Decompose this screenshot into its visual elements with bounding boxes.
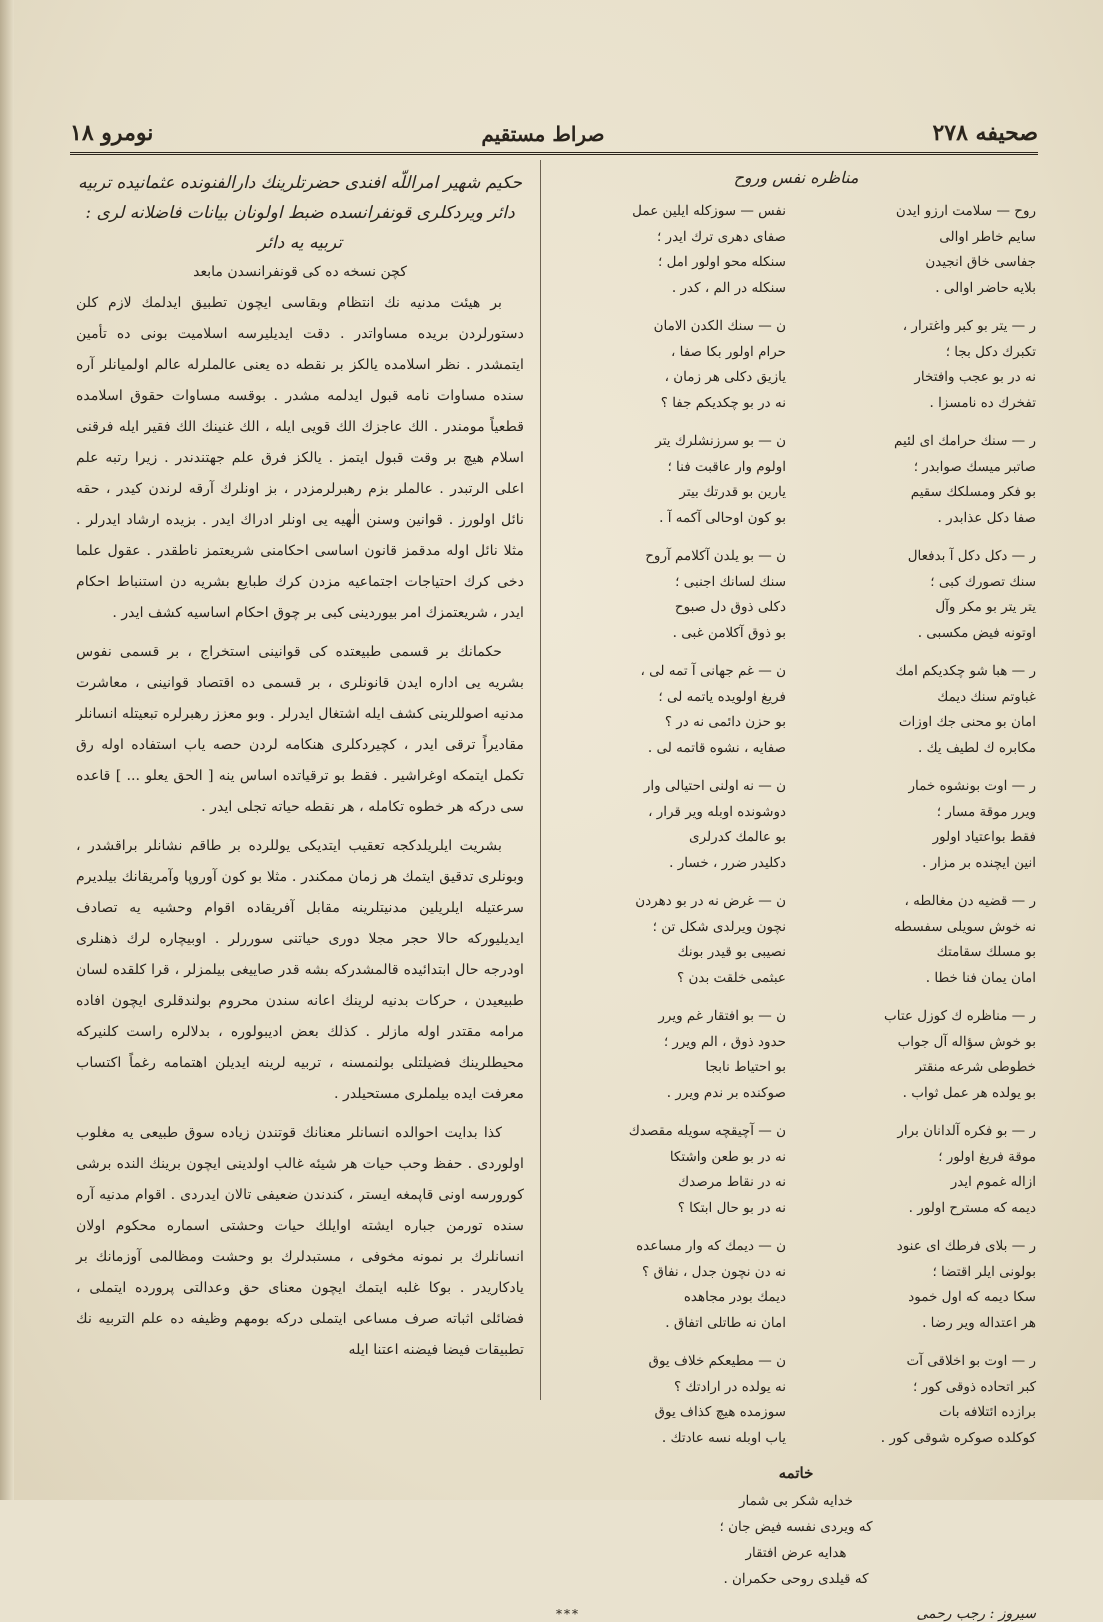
verse-line: ر — هبا شو چكديكم امك bbox=[895, 663, 1036, 679]
verse-line: تكبرك دكل بجا ؛ bbox=[945, 343, 1036, 360]
poem-stanza bbox=[556, 429, 1036, 531]
verse-line: بو مسلك سقامتك bbox=[936, 944, 1036, 960]
verse-line: كوكلده صوكره شوقى كور . bbox=[880, 1429, 1036, 1446]
stanza-right-half bbox=[806, 1004, 1036, 1106]
verse-line: سكا ديمه كه اول خمود bbox=[908, 1289, 1036, 1305]
stanza-right-half bbox=[806, 544, 1036, 646]
verse-line: امان نه طاتلى اتفاق . bbox=[665, 1314, 786, 1331]
article-title-line: تربيه يه دائر bbox=[257, 233, 343, 253]
page-edge-shadow bbox=[0, 0, 14, 1500]
stanza-left-half bbox=[556, 774, 786, 876]
verse-line: بو خوش سؤاله آل جواب bbox=[897, 1033, 1036, 1050]
verse-line: ر — قضيه دن مغالطه ، bbox=[904, 893, 1036, 909]
stanza-left-half bbox=[556, 314, 786, 416]
article-title-line: دائر ويردكلرى قونفرانسده ضبط اولونان بيانات فاضلانه لرى : bbox=[85, 203, 515, 223]
stanza-right-half bbox=[806, 1234, 1036, 1336]
verse-line: نصيبى بو قيدر بونك bbox=[677, 944, 786, 960]
verse-line: دكليدر ضرر ، خسار . bbox=[669, 854, 786, 871]
verse-line: نچون ويرلدى شكل تن ؛ bbox=[652, 918, 786, 935]
verse-line: سوزمده هيچ كذاف يوق bbox=[654, 1404, 786, 1420]
verse-line: اولوم وار عاقبت فنا ؛ bbox=[667, 458, 786, 475]
verse-line: بولونى ايلر اقتضا ؛ bbox=[932, 1263, 1036, 1280]
verse-line: عبثمى خلقت بدن ؟ bbox=[677, 969, 786, 986]
verse-line: ن — نه اولنى احتيالى وار bbox=[643, 778, 786, 794]
verse-line: سنكله در الم ، كدر . bbox=[671, 279, 786, 296]
verse-line: نفس — سوزكله ايلين عمل bbox=[632, 203, 786, 219]
verse-line: سايم خاطر اوالى bbox=[939, 228, 1036, 245]
verse-line: ر — يتر بو كبر واغترار ، bbox=[902, 318, 1036, 334]
verse-line: ن — مطيعكم خلاف يوق bbox=[648, 1353, 786, 1369]
poem-closing bbox=[556, 1464, 1036, 1622]
verse-line: غباوتم سنك ديمك bbox=[937, 688, 1036, 705]
poem-stanzas bbox=[556, 199, 1036, 1451]
verse-line: ويرر موقة مسار ؛ bbox=[936, 803, 1036, 820]
verse-line: ن — غم جهانى آ تمه لى ، bbox=[640, 663, 786, 679]
stanza-right-half bbox=[806, 774, 1036, 876]
verse-line: تفخرك ده نامسزا . bbox=[929, 394, 1036, 411]
journal-title: صراط مستقيم bbox=[481, 122, 605, 146]
stanza-left-half bbox=[556, 1119, 786, 1221]
verse-line: بو عالمك كدرلرى bbox=[689, 829, 786, 845]
verse-line: امان يمان فنا خطا . bbox=[925, 969, 1036, 986]
verse-line: خطوطى شرعه منقتر bbox=[915, 1059, 1036, 1075]
column-divider bbox=[540, 160, 541, 1400]
verse-line: نه در بو چكديكم جفا ؟ bbox=[660, 394, 786, 411]
poem-stanza bbox=[556, 659, 1036, 761]
closing-line: هدايه عرض افتقار bbox=[745, 1545, 847, 1561]
verse-line: ياب اوبله نسه عادتك . bbox=[661, 1429, 786, 1446]
verse-line: نه در نقاط مرصدك bbox=[678, 1174, 786, 1190]
poem-stanza bbox=[556, 1349, 1036, 1451]
verse-line: مكابره ك لطيف يك . bbox=[917, 739, 1036, 756]
poem-stanza bbox=[556, 314, 1036, 416]
verse-line: ن — غرض نه در بو دهردن bbox=[635, 893, 786, 909]
verse-line: بو يولده هر عمل ثواب . bbox=[902, 1084, 1036, 1101]
signature-row bbox=[556, 1606, 1036, 1622]
verse-line: ن — آچيقچه سويله مقصدك bbox=[628, 1123, 786, 1139]
article-paragraph: كذا بدايت احوالده انسانلر معنانك قوتندن زياده سوق طبيعى يه مغلوب اولوردى . حفظ وحب حيات هر شيئه غالب اولدينى ايچون برينك النده برشى كورورسه اونى قاپمغه ايستر ، كندندن ضعيفى تالان ايدردى . اقوام مدنيه آره سنده تورمن جباره ايشته اوايلك حيات وحشتى اسماره محكوم اولان انسانلرك بر نمونه مخوفى ، مستبدلرك بو وحشت ومظالمى آوزمانك بر يادكاريدر . بوكا غلبه ايتمك ايچون معناى حق وعدالتى پرورده ايتملى ، فضائلى اثباته صرف مساعى ايتملى دركه بومهم وظيفه ده علم التربيه نك تطبيقات فيضا فيضنه اعتنا ايله bbox=[76, 1125, 524, 1358]
poem-title: مناظره نفس وروح bbox=[733, 168, 859, 187]
verse-line: سنك تصورك كبى ؛ bbox=[930, 573, 1036, 590]
verse-line: نه خوش سويلى سفسطه bbox=[894, 918, 1036, 935]
page-number-label: صحيفه ۲۷۸ bbox=[932, 120, 1038, 146]
verse-line: ازاله غموم ايدر bbox=[950, 1174, 1036, 1190]
closing-title: خاتمه bbox=[778, 1464, 814, 1482]
verse-line: نه يولده در ارادتك ؟ bbox=[673, 1378, 786, 1395]
stanza-left-half bbox=[556, 199, 786, 301]
stanza-left-half bbox=[556, 1349, 786, 1451]
article-paragraph: بر هيئت مدنيه نك انتظام وبقاسى ايچون تطبيق ايدلمك لازم كلن دستورلردن بريده مساواتدر . دقت ايديليرسه اسلاميت بونى ده تأمين ايتمشدر . نظر اسلامده يالكز بر نقطه ده يعنى عالملرله عالم اولميانلر آره سنده مساوات نامه قبول ايدلمه مشدر . بوقسه مساوات حقوق اسلامده قطعياً مومندر . الك عاجزك الك قويى ايله ، الك غنينك الك فقير ايله فرقنى اسلام هيچ بر وقت قبول ايتمز . يالكز فرق علم جهتندندر . زيرا رتبه علم اعلى الرتبدر . عالملر بزم رهبرلرمزدر ، بز اونلرك آرقه لرندن كيدر ، حقه نائل اولورز . قوانين وسنن الٰهيه يى اونلر ادراك ايدر . بزيده ارشاد ايدرلر . مثلا نائل اوله مدقمز قانون اساسى احكامنى شريعتمز ناطقدر . عقول علما دخى كرك احتياجات اجتماعيه مزدن كرك طبايع بشريه دن استنباط احكام ايدر ، شريعتمزك امر بيوردينى كبى بر چوق احكام اساسيه كشف ايدر . bbox=[76, 295, 524, 621]
poem-stanza bbox=[556, 199, 1036, 301]
poem-stanza bbox=[556, 544, 1036, 646]
verse-line: ن — ديمك كه وار مساعده bbox=[636, 1238, 786, 1254]
verse-line: نه در بو طعن واشتكا bbox=[669, 1148, 786, 1165]
verse-line: دكلى ذوق دل صبوح bbox=[674, 599, 786, 615]
page-header bbox=[70, 112, 1038, 146]
verse-line: يازيق دكلى هر زمان ، bbox=[664, 369, 786, 385]
closing-line: كه ويردى نفسه فيض جان ؛ bbox=[719, 1519, 873, 1535]
stanza-right-half bbox=[806, 659, 1036, 761]
verse-line: صاتبر ميسك صوابدر ؛ bbox=[913, 458, 1036, 475]
verse-line: ر — سنك حرامك اى لئيم bbox=[894, 433, 1036, 449]
verse-line: ر — بلاى فرطك اى عنود bbox=[896, 1238, 1036, 1254]
verse-line: ر — مناظره ك كوزل عتاب bbox=[884, 1008, 1036, 1024]
verse-line: فريغ اولويده ياتمه لى ؛ bbox=[658, 688, 786, 705]
verse-line: حدود ذوق ، الم ويرر ؛ bbox=[663, 1033, 786, 1050]
poem-stanza bbox=[556, 889, 1036, 991]
verse-line: دوشونده اوبله وير قرار ، bbox=[648, 803, 786, 820]
verse-line: سنكله محو اولور امل ؛ bbox=[657, 254, 786, 270]
article-title-line: حكيم شهير امراللّه افندى حضرتلرينك دارالفنونده عثمانيده تربيه bbox=[78, 173, 522, 193]
verse-line: ديمك بودر مجاهده bbox=[683, 1289, 786, 1305]
stanza-right-half bbox=[806, 1119, 1036, 1221]
article-paragraph: حكمانك بر قسمى طبيعتده كى قوانينى استخراج ، بر قسمى نفوس بشريه يى اداره ايدن قانونلرى ، بر قسمى ده اقتصاد قوانينى ، معاشرت مدنيه اصوللرينى كشف ايله اشتغال ايدرلر . وبو معزز رهبرلره تبعيتله انسانلر مقاديراً ترقى ايدر ، كچيردكلرى هنكامه لردن حصه ياب استفاده اوله رق تكمل ايتمكه اوغراشير . فقط بو ترقياتده اساس ينه [ الحق يعلو ... ] قاعده سى دركه هر خطوه تكامله ، هر نقطه حياته تجلى ايدر . bbox=[76, 644, 524, 815]
verse-line: روح — سلامت ارزو ايدن bbox=[895, 203, 1036, 219]
verse-line: ر — بو فكره آلدانان برار bbox=[897, 1123, 1036, 1139]
closing-line: كه قيلدى روحى حكمران . bbox=[723, 1571, 869, 1587]
verse-line: يتر يتر بو مكر وآل bbox=[935, 599, 1036, 615]
stanza-left-half bbox=[556, 1004, 786, 1106]
verse-line: سنك لسانك اجنبى ؛ bbox=[675, 573, 786, 590]
verse-line: بو احتياط نابجا bbox=[705, 1059, 786, 1075]
poem-signature: سيروز : رجب رحمى bbox=[916, 1606, 1036, 1622]
verse-line: نه در بو عجب وافتخار bbox=[914, 369, 1036, 385]
verse-line: يارين بو قدرتك بيتر bbox=[679, 484, 786, 500]
issue-number-label: نومرو ۱۸ bbox=[70, 120, 154, 146]
verse-line: بو حزن دائمى نه در ؟ bbox=[664, 714, 786, 730]
poem-stanza bbox=[556, 1004, 1036, 1106]
verse-line: امان بو محنى جك اوزات bbox=[898, 714, 1036, 730]
verse-line: ن — بو سرزنشلرك يتر bbox=[655, 433, 786, 449]
verse-line: صفايه ، نشوه قاتمه لى . bbox=[647, 739, 786, 756]
article-subtitle: كچن نسخه ده كى قونفرانسدن مابعد bbox=[193, 264, 407, 280]
stanza-right-half bbox=[806, 889, 1036, 991]
verse-line: بو ذوق آكلامن غبى . bbox=[672, 624, 786, 641]
verse-line: كبر اتحاده ذوقى كور ؛ bbox=[913, 1378, 1036, 1395]
stanza-right-half bbox=[806, 1349, 1036, 1451]
stanza-left-half bbox=[556, 889, 786, 991]
verse-line: حرام اولور بكا صفا ، bbox=[670, 343, 786, 360]
article-title bbox=[76, 168, 524, 258]
stanza-right-half bbox=[806, 429, 1036, 531]
verse-line: صفاى دهرى ترك ايدر ؛ bbox=[656, 228, 786, 245]
stanza-left-half bbox=[556, 544, 786, 646]
separator-stars: *** bbox=[556, 1607, 580, 1621]
verse-line: ر — اوت بو اخلاقى آت bbox=[906, 1353, 1036, 1369]
verse-line: ديمه كه مسترح اولور . bbox=[908, 1199, 1036, 1216]
article-paragraph: بشريت ايلريلدكجه تعقيب ايتديكى يوللرده بر طاقم نشانلر براقشدر ، وبونلرى تدقيق ايتمك هر زمان ممكندر . مثلا بو كون آوروپا وآمريقانك بيلديرم سرعتيله ايلريلين مدنيتلرينه مقابل آفريقاده اقوام وحشيه يه تصادف ايديليوركه حالا حجر مجلا دورى حياتنى سوررلر . اوبيچاره لرك ذهنلرى اودرجه حال ابتدائيده قالمشدركه بشه قدر صاييغى بيلمزلر ، قرا كلقده لسان طبيعيدن ، حركات بدنيه لرينك اعانه سندن محروم بولندقلرى ايچون افاده مرامه مقتدر اوله مازلر . كذلك بعض اديبولوره ، بدلالره راست كلنيركه محيطلرينك فضيلتلى بولنمسنه ، تربيه لرينه ايديلن اهتمامه رغماً اكتساب معرفت ايده بيلملرى مستحيلدر . bbox=[76, 838, 524, 1102]
poem-stanza bbox=[556, 1119, 1036, 1221]
closing-line: خدايه شكر بى شمار bbox=[738, 1493, 854, 1509]
verse-line: موقة فريغ اولور ؛ bbox=[938, 1148, 1036, 1165]
verse-line: بو كون اوحالى آكمه آ . bbox=[659, 509, 786, 526]
verse-line: صفا دكل عذابدر . bbox=[937, 509, 1036, 526]
verse-line: صوكنده بر ندم ويرر . bbox=[666, 1084, 786, 1101]
poem-stanza bbox=[556, 774, 1036, 876]
stanza-left-half bbox=[556, 429, 786, 531]
verse-line: نه در بو حال ابتكا ؟ bbox=[677, 1199, 786, 1216]
verse-line: بلايه حاضر اوالى . bbox=[935, 279, 1036, 296]
poem-column bbox=[556, 168, 1036, 1622]
stanza-left-half bbox=[556, 1234, 786, 1336]
poem-stanza bbox=[556, 1234, 1036, 1336]
stanza-right-half bbox=[806, 199, 1036, 301]
header-rule bbox=[70, 152, 1038, 155]
verse-line: ن — بو يلدن آكلامم آروح bbox=[645, 548, 786, 564]
verse-line: انين ايچنده بر مزار . bbox=[922, 854, 1036, 871]
verse-line: بو فكر ومسلكك سقيم bbox=[910, 484, 1036, 500]
verse-line: ر — اوت بونشوه خمار bbox=[908, 778, 1036, 794]
verse-line: ر — دكل دكل آ بدفعال bbox=[907, 548, 1036, 564]
verse-line: ن — سنك الكدن الامان bbox=[653, 318, 786, 334]
verse-line: نه دن نچون جدل ، نفاق ؟ bbox=[642, 1263, 786, 1280]
verse-line: فقط بواعتياد اولور bbox=[932, 829, 1036, 845]
stanza-right-half bbox=[806, 314, 1036, 416]
verse-line: اوتونه فيض مكسبى . bbox=[917, 624, 1036, 641]
verse-line: هر اعتداله وير رضا . bbox=[922, 1314, 1036, 1331]
verse-line: جفاسى خاق انجيدن bbox=[925, 254, 1036, 270]
verse-line: برازده ائتلافه بات bbox=[938, 1404, 1036, 1420]
verse-line: ن — بو افتقار غم ويرر bbox=[658, 1008, 786, 1024]
stanza-left-half bbox=[556, 659, 786, 761]
article-column bbox=[76, 168, 524, 1408]
